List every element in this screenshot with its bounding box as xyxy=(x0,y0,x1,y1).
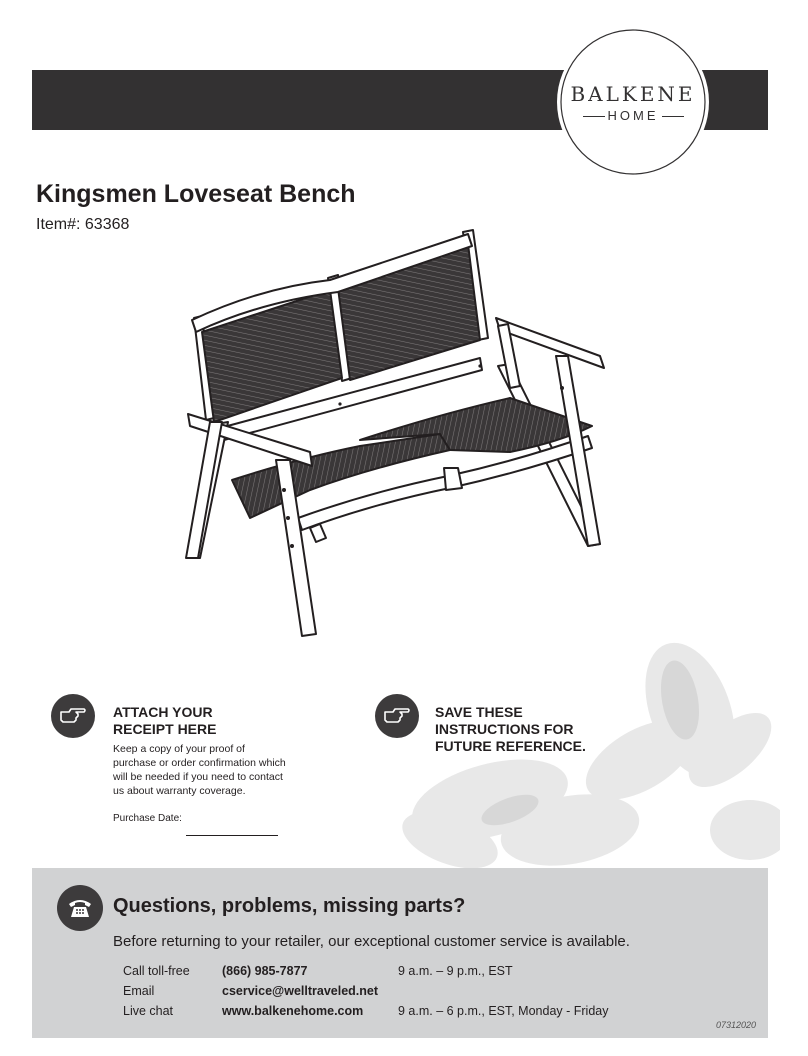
support-subheading: Before returning to your retailer, our exceptional customer service is available. xyxy=(113,933,630,950)
purchase-date-line xyxy=(186,835,278,836)
hand-badge-receipt xyxy=(51,694,95,738)
contact-label: Live chat xyxy=(123,1004,174,1018)
website-link[interactable]: www.balkenehome.com xyxy=(222,1004,364,1018)
contact-label: Call toll-free xyxy=(123,964,190,978)
phone-number[interactable]: (866) 985-7877 xyxy=(222,964,308,978)
flower-watermark xyxy=(390,640,780,870)
email-link[interactable]: cservice@welltraveled.net xyxy=(222,984,379,998)
pointing-hand-icon xyxy=(383,706,411,726)
purchase-date-label: Purchase Date: xyxy=(113,813,182,824)
logo-brand-sub: HOME xyxy=(559,108,707,123)
support-heading: Questions, problems, missing parts? xyxy=(113,895,466,917)
contact-label: Email xyxy=(123,984,155,998)
contact-hours: 9 a.m. – 9 p.m., EST xyxy=(398,964,513,978)
pointing-hand-icon xyxy=(59,706,87,726)
receipt-heading: ATTACH YOUR RECEIPT HERE xyxy=(113,704,217,737)
hand-badge-save xyxy=(375,694,419,738)
telephone-icon xyxy=(68,897,92,919)
receipt-body: Keep a copy of your proof of purchase or order confirmation which will be needed if you need to contact us about warranty coverage. xyxy=(113,743,286,797)
document-code: 07312020 xyxy=(716,1020,757,1030)
product-title: Kingsmen Loveseat Bench xyxy=(36,180,356,208)
item-number: Item#: 63368 xyxy=(36,216,130,233)
phone-badge xyxy=(57,885,103,931)
save-heading: SAVE THESE INSTRUCTIONS FOR FUTURE REFERENCE. xyxy=(435,704,586,754)
brand-logo xyxy=(559,28,707,176)
logo-brand-name: BALKENE xyxy=(570,82,696,106)
bench-illustration xyxy=(180,228,610,638)
contact-hours: 9 a.m. – 6 p.m., EST, Monday - Friday xyxy=(398,1004,609,1018)
